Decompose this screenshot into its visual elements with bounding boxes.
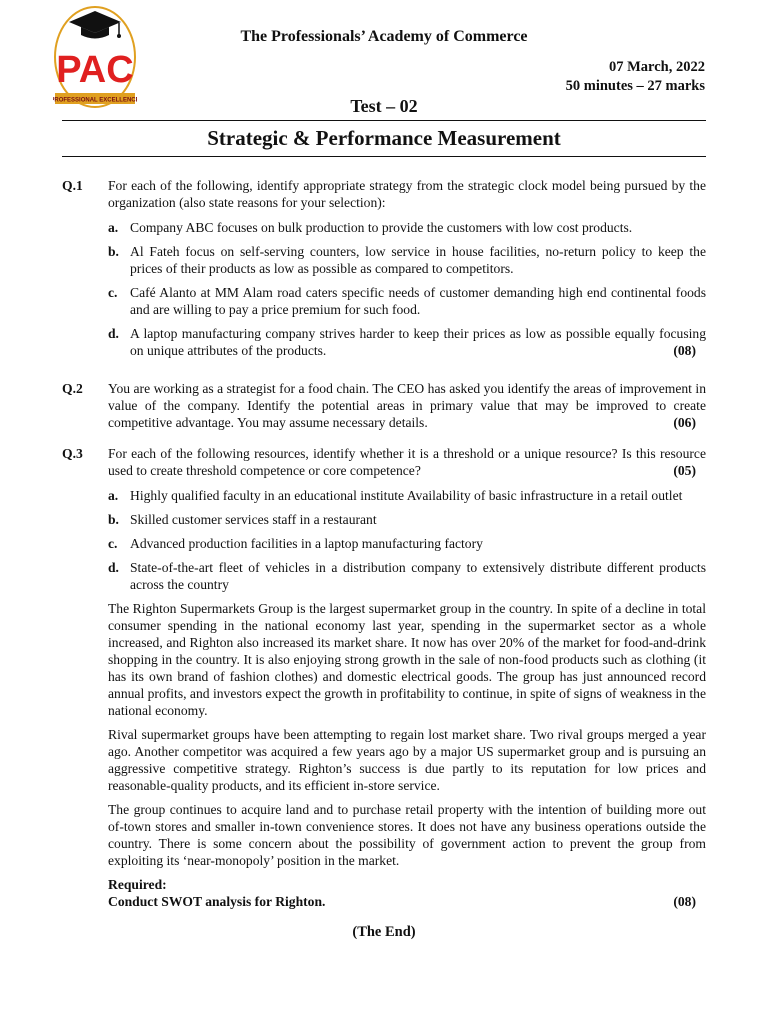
option-label: b.: [108, 512, 119, 527]
required-text: Conduct SWOT analysis for Righton.: [108, 894, 326, 909]
test-date: 07 March, 2022: [609, 59, 705, 75]
question-number: Q.2: [62, 381, 83, 396]
option-text: Café Alanto at MM Alam road caters specific needs of customer demanding high end continental foods and are willing to pay a price premium for such food.: [130, 285, 706, 317]
question-options: [108, 219, 706, 359]
question-text: For each of the following resources, identify whether it is a threshold or a unique resource? Is this resource used to create threshold competence or core competence?: [108, 446, 706, 478]
marks: (08): [673, 343, 696, 358]
option-item: [108, 243, 706, 277]
question-number: Q.1: [62, 178, 83, 193]
question-paper: [62, 177, 706, 919]
option-text: Skilled customer services staff in a restaurant: [130, 512, 377, 527]
option-item: [108, 284, 706, 318]
question-text: For each of the following, identify appropriate strategy from the strategic clock model being pursued by the organization (also state reasons for your selection):: [108, 178, 706, 210]
logo-tagline: PROFESSIONAL EXCELLENCE: [53, 97, 137, 104]
marks: (08): [673, 894, 696, 909]
option-text: State-of-the-art fleet of vehicles in a distribution company to extensively distribute different products across the country: [130, 560, 706, 592]
option-text: Highly qualified faculty in an educational institute Availability of basic infrastructure in a retail outlet: [130, 488, 683, 503]
the-end: (The End): [352, 924, 416, 940]
divider-top: [62, 120, 706, 121]
case-study: [108, 600, 706, 869]
option-item: [108, 487, 706, 504]
test-number: Test – 02: [350, 96, 418, 116]
option-text: Al Fateh focus on self-serving counters, low service in house facilities, no-return policy to keep the prices of their products as low as possible as compared to competitors.: [130, 244, 706, 276]
option-label: d.: [108, 560, 119, 575]
option-item: [108, 511, 706, 528]
option-item: [108, 219, 706, 236]
marks: (06): [673, 415, 696, 430]
option-label: b.: [108, 244, 119, 259]
divider-bottom: [62, 156, 706, 157]
case-paragraph: The Righton Supermarkets Group is the largest supermarket group in the country. In spite of a decline in total consumer spending in the national economy last year, spending in the supermarket sector as a whole increased, and Righton also increased its market share. It now has over 20% of the market for food-and-drink shopping in the country. It is also enjoying strong growth in the sale of non-food products such as clothing (it has its own brand of fashion clothes) and domestic electrical goods. The group has just announced record annual profits, and investors expect the growth in profitability to continue, in spite of signs of weakness in the national economy.: [108, 601, 707, 718]
question-options: [108, 487, 706, 593]
option-item: [108, 535, 706, 552]
option-text: Company ABC focuses on bulk production to provide the customers with low cost products.: [130, 220, 633, 235]
option-item: [108, 559, 706, 593]
option-item: [108, 325, 706, 359]
question-2: [62, 380, 706, 431]
option-label: a.: [108, 488, 119, 503]
question-text: You are working as a strategist for a food chain. The CEO has asked you identify the areas of improvement in value of the company. Identify the potential areas in primary value that may be improved to create competitive advantage. You may assume necessary details.: [108, 381, 706, 430]
test-duration: 50 minutes – 27 marks: [565, 78, 705, 94]
institution-name: The Professionals’ Academy of Commerce: [240, 28, 528, 45]
test-meta: [566, 58, 705, 96]
question-number: Q.3: [62, 446, 83, 461]
option-label: c.: [108, 285, 118, 300]
option-text: A laptop manufacturing company strives harder to keep their prices as low as possible equally focusing on unique attributes of the products.: [130, 326, 706, 358]
case-paragraph: The group continues to acquire land and to purchase retail property with the intention of building more out of-town stores and smaller in-town convenience stores. It does not have any business operations outside the country. There is some concern about the possibility of government action to prevent the group from exploiting its ‘near-monopoly’ position in the market.: [108, 802, 706, 868]
logo-text: PAC: [56, 49, 134, 91]
required-label: Required:: [108, 877, 167, 892]
option-label: c.: [108, 536, 118, 551]
case-paragraph: Rival supermarket groups have been attempting to regain lost market share. Two rival groups merged a year ago. Another competitor was acquired a few years ago by a major US supermarket group and is pursuing an aggressive competitive strategy. Righton’s success is due partly to its reputation for low prices and reasonable-quality products, and its efficient in-store service.: [108, 727, 706, 793]
marks: (05): [673, 463, 696, 478]
question-3: [62, 445, 706, 910]
option-label: d.: [108, 326, 119, 341]
option-label: a.: [108, 220, 119, 235]
option-text: Advanced production facilities in a laptop manufacturing factory: [130, 536, 483, 551]
subject-title: Strategic & Performance Measurement: [207, 126, 561, 150]
question-1: [62, 177, 706, 366]
